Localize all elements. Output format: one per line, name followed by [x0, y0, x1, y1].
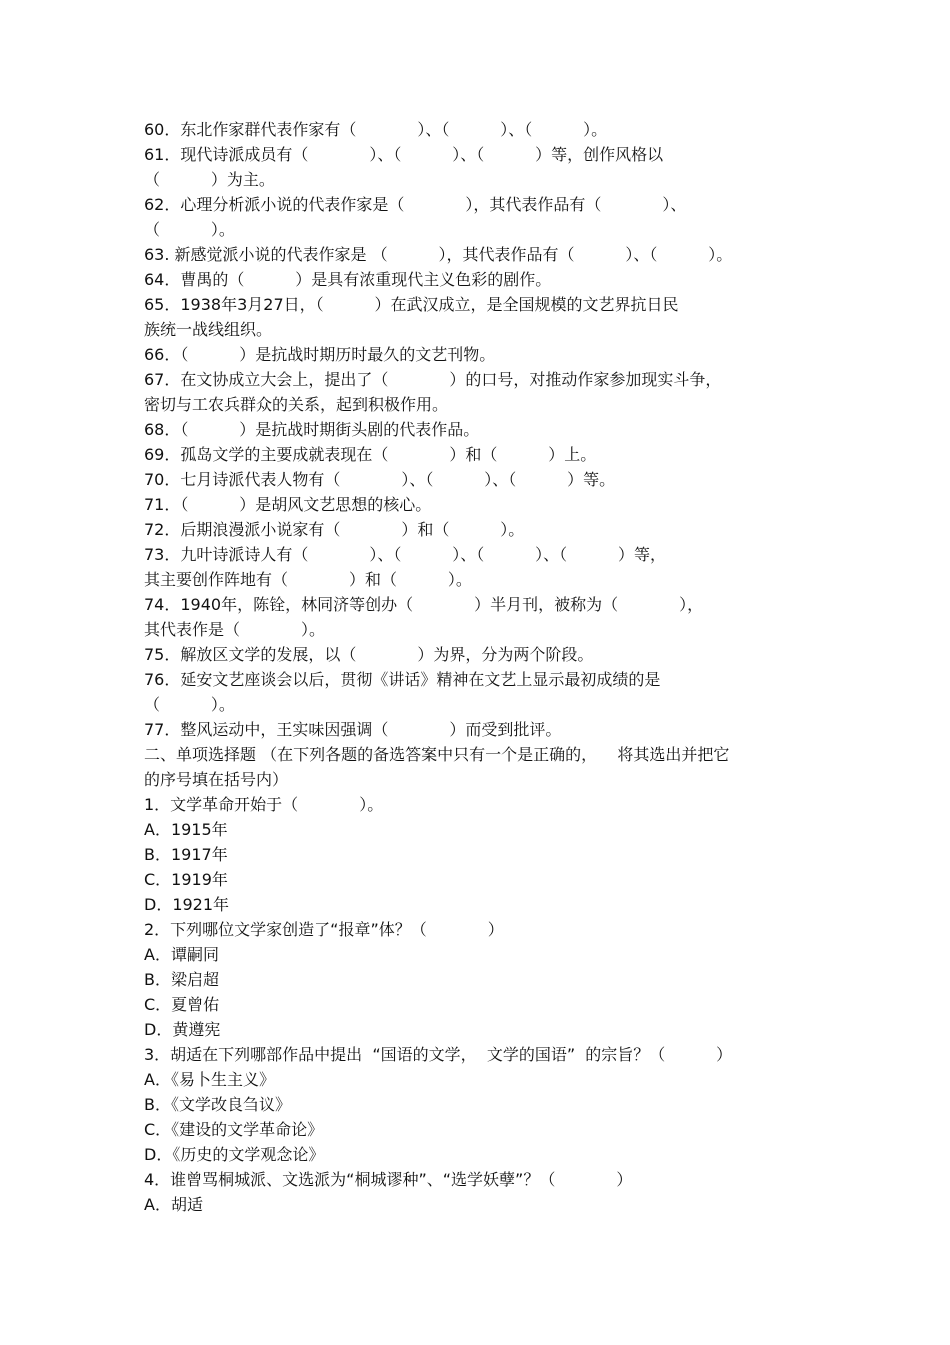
question-62-continued: （ ）。 — [144, 220, 235, 239]
mc-option: C．夏曾佑 — [144, 995, 220, 1014]
mc-option: A．谭嗣同 — [144, 945, 219, 964]
question-74-continued: 其代表作是（ ）。 — [144, 620, 326, 639]
mc-question-3: 3．胡适在下列哪部作品中提出 “国语的文学， 文学的国语” 的宗旨？（ ） — [144, 1045, 733, 1064]
question-69: 69．孤岛文学的主要成就表现在（ ）和（ ）上。 — [144, 445, 597, 464]
question-75: 75．解放区文学的发展，以（ ）为界，分为两个阶段。 — [144, 645, 594, 664]
mc-question-1: 1．文学革命开始于（ ）。 — [144, 795, 384, 814]
question-65-continued: 族统一战线组织。 — [144, 320, 273, 339]
mc-option: A．1915年 — [144, 820, 228, 839]
question-73: 73．九叶诗派诗人有（ ）、（ ）、（ ）、（ ）等， — [144, 545, 666, 564]
question-62: 62．心理分析派小说的代表作家是（ ），其代表作品有（ ）、 — [144, 195, 687, 214]
question-63: 63. 新感觉派小说的代表作家是 （ ），其代表作品有（ ）、（ ）。 — [144, 245, 733, 264]
mc-option: D．《历史的文学观念论》 — [144, 1145, 325, 1164]
mc-option: C．1919年 — [144, 870, 228, 889]
question-68: 68．（ ）是抗战时期街头剧的代表作品。 — [144, 420, 480, 439]
mc-question-4: 4．谁曾骂桐城派、文选派为“桐城谬种”、“选学妖孽”？（ ） — [144, 1170, 633, 1189]
question-67-continued: 密切与工农兵群众的关系，起到积极作用。 — [144, 395, 449, 414]
mc-option: D．黄遵宪 — [144, 1020, 221, 1039]
mc-option: B．《文学改良刍议》 — [144, 1095, 291, 1114]
mc-question-2: 2．下列哪位文学家创造了“报章”体？（ ） — [144, 920, 504, 939]
document-body — [144, 117, 814, 1217]
question-72: 72．后期浪漫派小说家有（ ）和（ ）。 — [144, 520, 525, 539]
question-64: 64．曹禺的（ ）是具有浓重现代主义色彩的剧作。 — [144, 270, 552, 289]
question-76-continued: （ ）。 — [144, 695, 235, 714]
mc-option: B．1917年 — [144, 845, 228, 864]
question-76: 76．延安文艺座谈会以后，贯彻《讲话》精神在文艺上显示最初成绩的是 — [144, 670, 661, 689]
section-heading: 二、单项选择题 （在下列各题的备选答案中只有一个是正确的， 将其选出并把它 — [144, 745, 730, 764]
mc-option: D．1921年 — [144, 895, 230, 914]
question-66: 66．（ ）是抗战时期历时最久的文艺刊物。 — [144, 345, 496, 364]
question-70: 70．七月诗派代表人物有（ ）、（ ）、（ ）等。 — [144, 470, 616, 489]
question-61: 61．现代诗派成员有（ ）、（ ）、（ ）等，创作风格以 — [144, 145, 664, 164]
mc-option: C．《建设的文学革命论》 — [144, 1120, 324, 1139]
section-heading-continued: 的序号填在括号内） — [144, 770, 289, 789]
question-60: 60．东北作家群代表作家有（ ）、（ ）、（ ）。 — [144, 120, 608, 139]
question-74: 74．1940年，陈铨，林同济等创办（ ）半月刊，被称为（ ）， — [144, 595, 704, 614]
question-73-continued: 其主要创作阵地有（ ）和（ ）。 — [144, 570, 472, 589]
mc-option: B．梁启超 — [144, 970, 219, 989]
question-65: 65．1938年3月27日，（ ）在武汉成立，是全国规模的文艺界抗日民 — [144, 295, 679, 314]
question-61-continued: （ ）为主。 — [144, 170, 275, 189]
question-77: 77．整风运动中，王实味因强调（ ）而受到批评。 — [144, 720, 562, 739]
mc-option: A．《易卜生主义》 — [144, 1070, 275, 1089]
mc-option: A．胡适 — [144, 1195, 203, 1214]
question-71: 71．（ ）是胡风文艺思想的核心。 — [144, 495, 432, 514]
question-67: 67．在文协成立大会上，提出了（ ）的口号，对推动作家参加现实斗争， — [144, 370, 722, 389]
